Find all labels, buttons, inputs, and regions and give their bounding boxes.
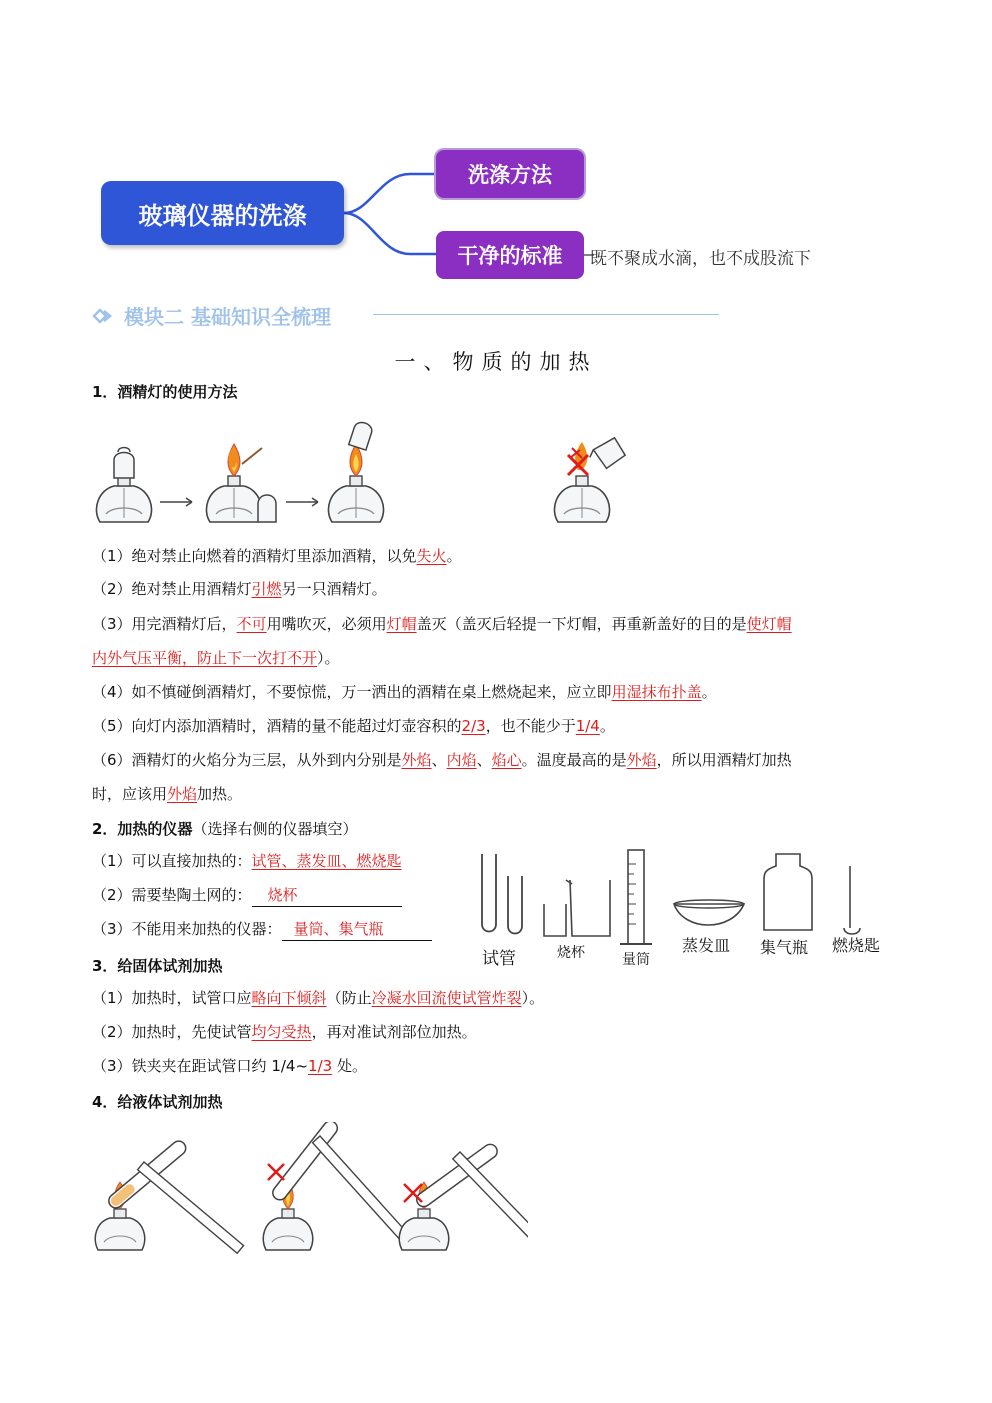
section-title: 一、物质的加热 <box>394 350 598 374</box>
s4-heading: 4．给液体试剂加热 <box>92 1093 223 1111</box>
diamond-arrow-icon <box>92 308 118 324</box>
label-spoon: 燃烧匙 <box>832 936 881 955</box>
s2-p1: （1）可以直接加热的：试管、蒸发皿、燃烧匙 <box>92 852 402 870</box>
mindmap-branch-washing-method: 洗涤方法 <box>436 150 584 198</box>
forbidden-cross-icon <box>565 452 591 478</box>
module-divider <box>373 314 719 315</box>
mindmap-connectors <box>340 160 440 270</box>
label-cylinder: 量筒 <box>622 952 650 968</box>
s1-p3-line1: （3）用完酒精灯后，不可用嘴吹灭，必须用灯帽盖灭（盖灭后轻提一下灯帽，再重新盖好的目的是使灯帽 <box>92 615 792 633</box>
s3-p3: （3）铁夹夹在距试管口约 1/4~1/3 处。 <box>92 1057 367 1075</box>
module-header <box>92 301 331 330</box>
s1-p5: （5）向灯内添加酒精时，酒精的量不能超过灯壶容积的2/3，也不能少于1/4。 <box>92 717 615 735</box>
s2-heading: 2．加热的仪器（选择右侧的仪器填空） <box>92 820 358 838</box>
s3-p1: （1）加热时，试管口应略向下倾斜（防止冷凝水回流使试管炸裂）。 <box>92 989 545 1007</box>
s1-p6-line1: （6）酒精灯的火焰分为三层，从外到内分别是外焰、内焰、焰心。温度最高的是外焰，所以用酒精灯加热 <box>92 751 792 769</box>
s1-p2: （2）绝对禁止用酒精灯引燃另一只酒精灯。 <box>92 580 387 598</box>
s1-p6-line2: 时，应该用外焰加热。 <box>92 785 243 803</box>
s1-p4: （4）如不慎碰倒酒精灯，不要惊慌，万一洒出的酒精在桌上燃烧起来，应立即用湿抹布扑盖。 <box>92 683 717 701</box>
mindmap-leaf: 既不聚成水滴，也不成股流下 <box>590 249 811 269</box>
s3-heading: 3．给固体试剂加热 <box>92 957 223 975</box>
s3-p2: （2）加热时，先使试管均匀受热，再对准试剂部位加热。 <box>92 1023 477 1041</box>
module-title: 模块二 基础知识全梳理 <box>124 305 331 329</box>
liquid-heating-illustration <box>88 1122 528 1258</box>
label-test-tube: 试管 <box>482 949 516 969</box>
s1-p1: （1）绝对禁止向燃着的酒精灯里添加酒精，以免失火。 <box>92 547 462 565</box>
s2-p2: （2）需要垫陶土网的： 烧杯 <box>92 884 402 907</box>
s1-heading: 1．酒精灯的使用方法 <box>92 383 238 401</box>
mindmap-root: 玻璃仪器的洗涤 <box>101 181 344 245</box>
s1-p3-line2: 内外气压平衡，防止下一次打不开）。 <box>92 649 340 667</box>
mindmap-branch-clean-standard: 干净的标准 <box>436 231 584 279</box>
label-gas-jar: 集气瓶 <box>760 938 809 957</box>
label-evap-dish: 蒸发皿 <box>682 936 731 955</box>
s2-p3: （3）不能用来加热的仪器： 量筒、集气瓶 <box>92 918 432 941</box>
label-beaker: 烧杯 <box>557 945 585 961</box>
